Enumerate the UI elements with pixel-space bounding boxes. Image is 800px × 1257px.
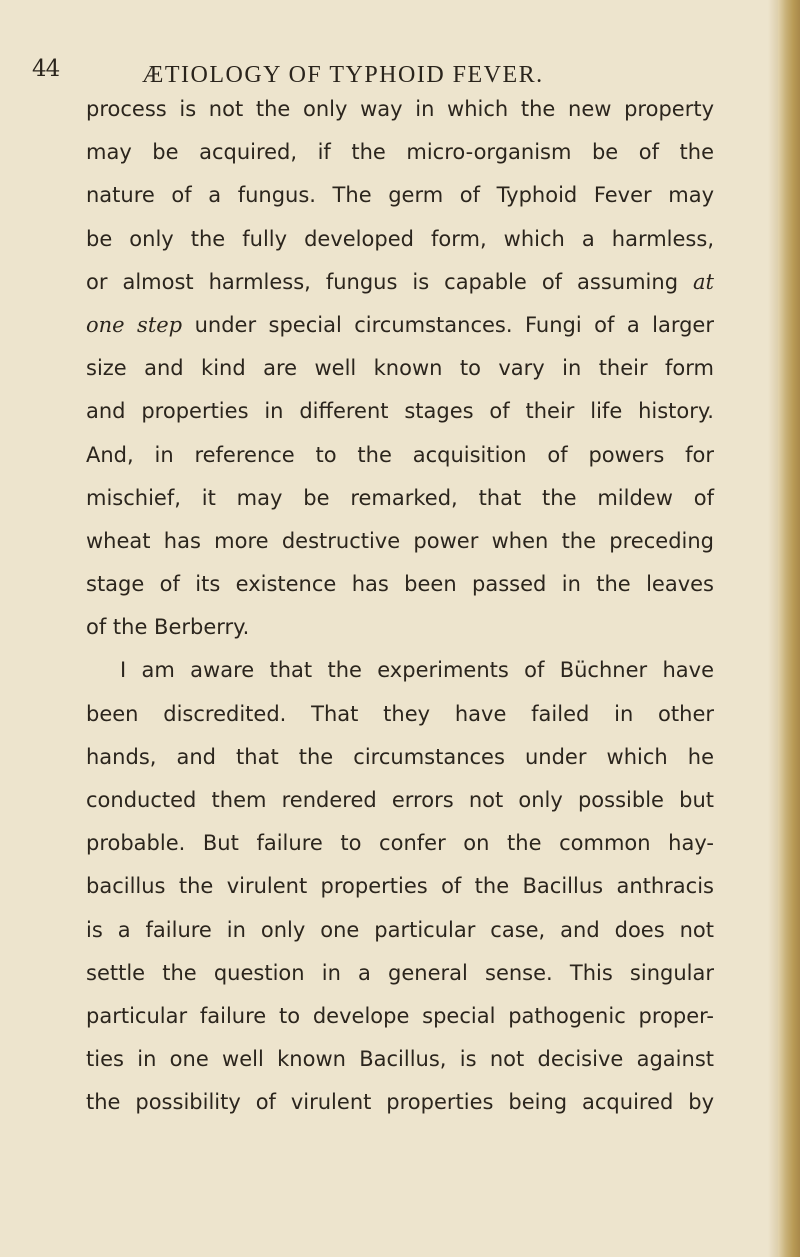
text-line: settle the question in a general sense. This singular — [86, 960, 714, 985]
text-line: I am aware that the experiments of Büchner have — [120, 658, 714, 683]
text-line: conducted them rendered errors not only possible but — [86, 788, 714, 812]
text-line-segment: or almost harmless, fungus is capable of assuming — [86, 269, 679, 294]
text-line: particular failure to develope special pathogenic proper- — [86, 1003, 714, 1028]
text-line — [86, 261, 714, 304]
text-line: stage of its existence has been passed in the leaves — [86, 572, 714, 597]
text-line: And, in reference to the acquisition of powers for — [86, 442, 714, 467]
text-line: the possibility of virulent properties being acquired by — [86, 1090, 714, 1115]
running-head: ÆTIOLOGY OF TYPHOID FEVER. — [142, 62, 544, 88]
text-line: of the Berberry. — [86, 615, 250, 640]
text-line — [86, 304, 714, 347]
text-line: hands, and that the circumstances under which he — [86, 744, 714, 769]
body-text — [86, 88, 714, 1125]
page-number: 44 — [32, 56, 60, 82]
text-line: be only the fully developed form, which a harmless, — [86, 226, 714, 251]
text-line: and properties in different stages of their life history. — [86, 399, 714, 424]
text-line: process is not the only way in which the new property — [86, 97, 714, 121]
text-line: may be acquired, if the micro-organism be of the — [86, 140, 714, 165]
text-line: been discredited. That they have failed in other — [86, 701, 714, 726]
text-line-segment: under special circumstances. Fungi of a larger — [194, 312, 714, 337]
text-line: ties in one well known Bacillus, is not decisive against — [86, 1047, 714, 1072]
italic-phrase: at — [693, 269, 714, 294]
text-line: is a failure in only one particular case, and does not — [86, 917, 714, 942]
text-line: bacillus the virulent properties of the Bacillus anthracis — [86, 874, 714, 899]
text-line: size and kind are well known to vary in their form — [86, 356, 714, 381]
page-edge — [778, 0, 800, 1257]
page-edge-shadow — [768, 0, 778, 1257]
text-line: mischief, it may be remarked, that the mildew of — [86, 485, 714, 510]
text-line: wheat has more destructive power when the preceding — [86, 528, 714, 553]
italic-phrase: one step — [86, 312, 183, 337]
text-line: probable. But failure to confer on the common hay- — [86, 831, 714, 856]
text-line: nature of a fungus. The germ of Typhoid Fever may — [86, 183, 714, 208]
